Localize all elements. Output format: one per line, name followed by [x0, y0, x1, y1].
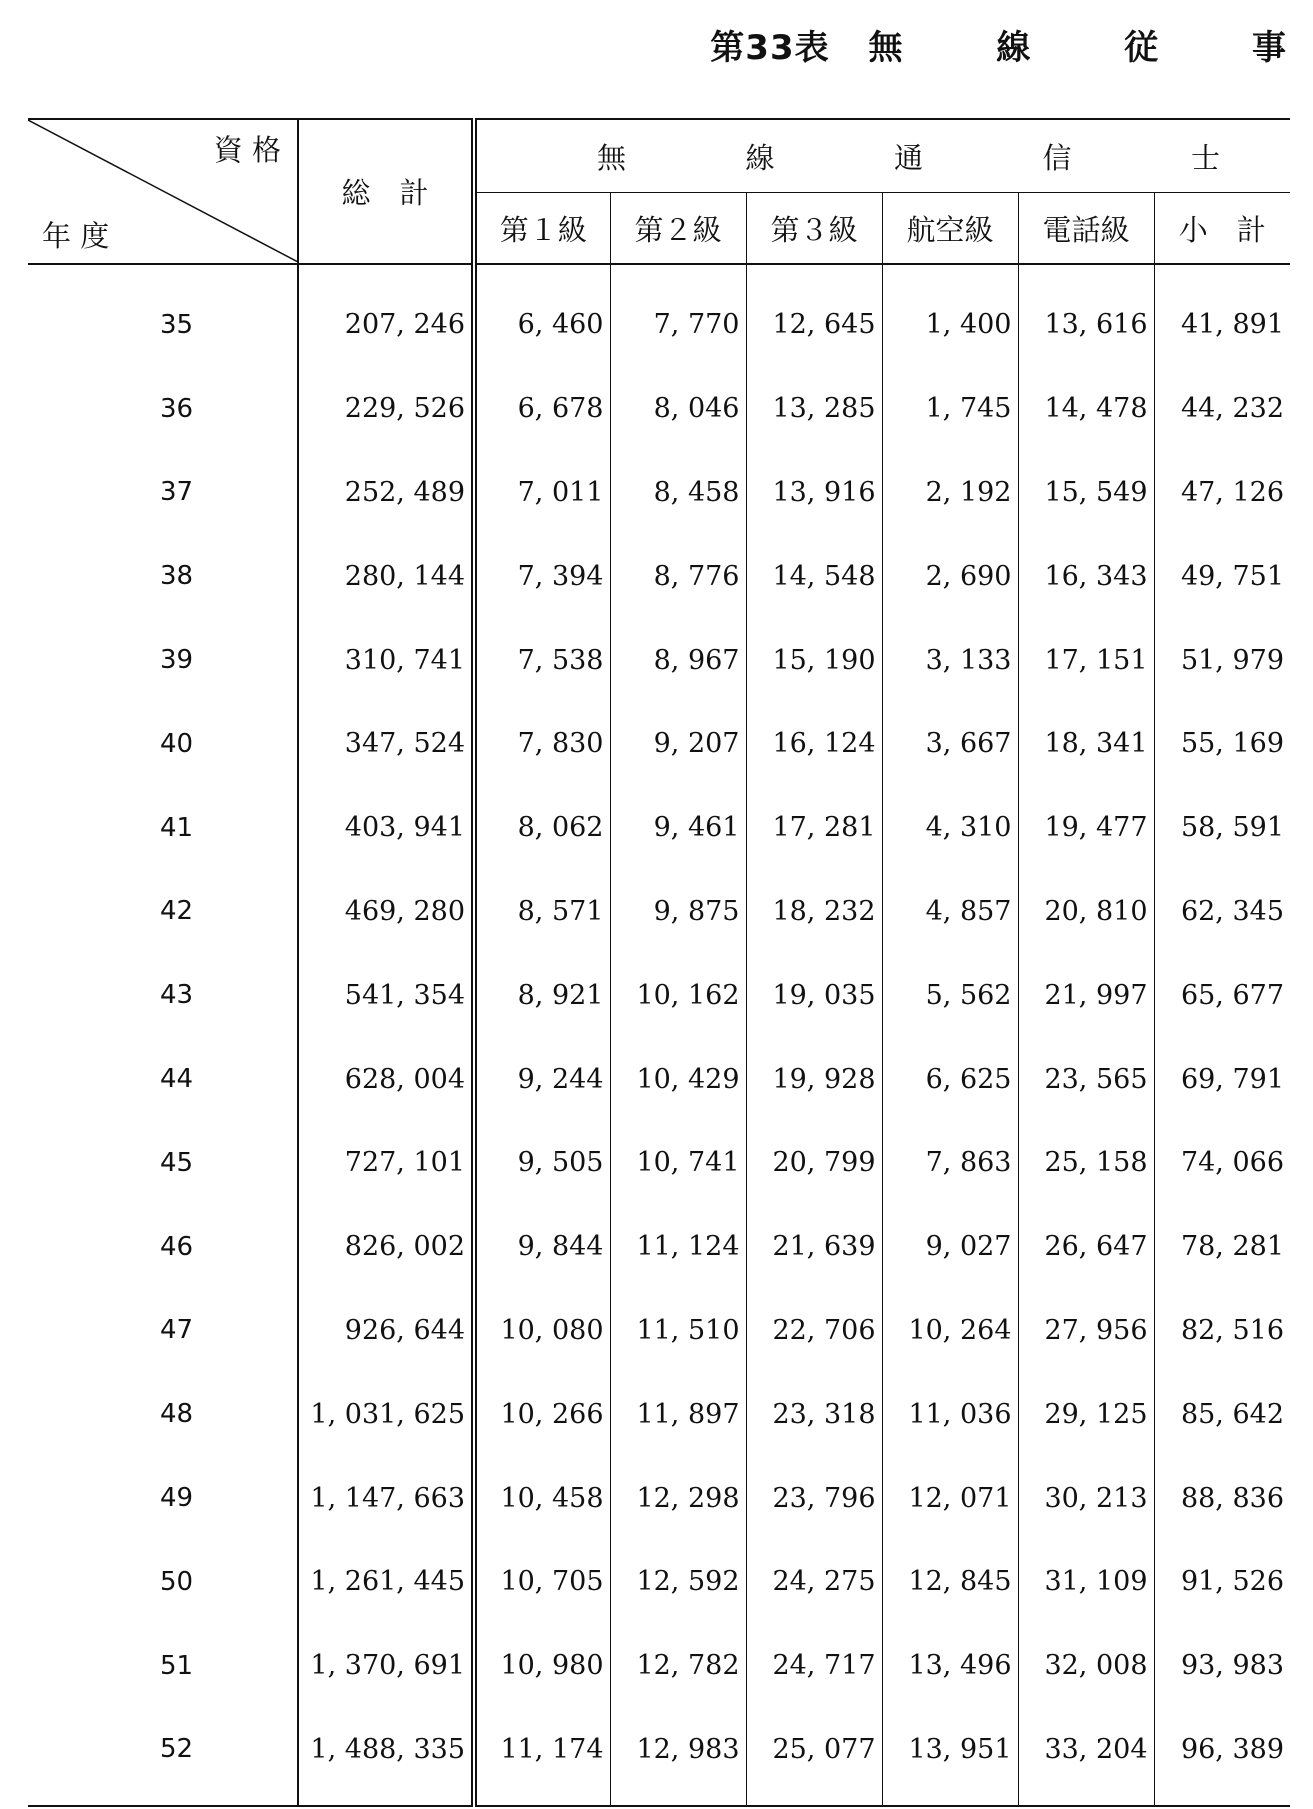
radio-operator-group-header — [474, 119, 1290, 193]
value-cell: 41, 891 — [1180, 309, 1285, 341]
group-label-char: 無 — [597, 140, 627, 175]
col-header-grade3: 第３級 — [746, 193, 882, 265]
value-cell: 25, 077 — [746, 1708, 882, 1807]
table-row — [28, 953, 1290, 1037]
table-title — [710, 20, 1287, 69]
col-header-grade1: 第１級 — [474, 193, 610, 265]
value-cell: 7, 538 — [474, 618, 610, 702]
year-cell: 47 — [28, 1289, 298, 1373]
table-row — [28, 702, 1290, 786]
year-cell: 45 — [28, 1121, 298, 1205]
group-label-char: 士 — [1191, 140, 1221, 175]
value-cell: 6, 460 — [474, 264, 610, 367]
value-cell: 10, 264 — [882, 1289, 1018, 1373]
value-cell: 14, 548 — [746, 534, 882, 618]
total-cell: 926, 644 — [298, 1289, 474, 1373]
value-cell: 7, 863 — [882, 1121, 1018, 1205]
year-cell: 38 — [28, 534, 298, 618]
total-cell: 229, 526 — [298, 367, 474, 451]
value-cell: 7, 770 — [610, 264, 746, 367]
total-header: 総 計 — [298, 119, 474, 264]
value-cell: 4, 857 — [882, 870, 1018, 954]
table-row — [28, 451, 1290, 535]
value-cell: 55, 169 — [1180, 728, 1285, 760]
value-cell: 12, 298 — [610, 1456, 746, 1540]
value-cell: 9, 505 — [474, 1121, 610, 1205]
value-cell: 12, 845 — [882, 1540, 1018, 1624]
table-row — [28, 1037, 1290, 1121]
year-cell: 48 — [28, 1372, 298, 1456]
value-cell: 10, 266 — [474, 1372, 610, 1456]
value-cell: 5, 562 — [882, 953, 1018, 1037]
total-cell: 1, 261, 445 — [298, 1540, 474, 1624]
col-header-telephone: 電話級 — [1018, 193, 1154, 265]
value-cell: 11, 174 — [474, 1708, 610, 1807]
value-cell: 20, 799 — [746, 1121, 882, 1205]
table-row — [28, 786, 1290, 870]
total-cell: 207, 246 — [298, 264, 474, 367]
value-cell: 2, 690 — [882, 534, 1018, 618]
year-cell: 43 — [28, 953, 298, 1037]
value-cell: 51, 979 — [1180, 644, 1285, 676]
group-label-char: 通 — [894, 140, 924, 175]
value-cell: 17, 151 — [1018, 618, 1154, 702]
value-cell: 6, 678 — [474, 367, 610, 451]
table-row — [28, 1289, 1290, 1373]
value-cell: 58, 591 — [1180, 812, 1285, 844]
table-row — [28, 870, 1290, 954]
value-cell: 69, 791 — [1180, 1063, 1285, 1095]
corner-header — [28, 119, 298, 264]
value-cell: 85, 642 — [1180, 1398, 1285, 1430]
value-cell: 6, 625 — [882, 1037, 1018, 1121]
value-cell: 12, 592 — [610, 1540, 746, 1624]
group-label-char: 信 — [1042, 140, 1072, 175]
table-row — [28, 1205, 1290, 1289]
table-row — [28, 1121, 1290, 1205]
value-cell: 26, 647 — [1018, 1205, 1154, 1289]
value-cell: 19, 928 — [746, 1037, 882, 1121]
value-cell: 91, 526 — [1180, 1566, 1285, 1598]
table-row — [28, 534, 1290, 618]
value-cell: 12, 782 — [610, 1624, 746, 1708]
value-cell: 8, 776 — [610, 534, 746, 618]
value-cell: 44, 232 — [1180, 393, 1285, 425]
value-cell: 10, 980 — [474, 1624, 610, 1708]
value-cell: 13, 951 — [882, 1708, 1018, 1807]
value-cell: 15, 190 — [746, 618, 882, 702]
value-cell: 8, 571 — [474, 870, 610, 954]
value-cell: 9, 027 — [882, 1205, 1018, 1289]
value-cell: 10, 741 — [610, 1121, 746, 1205]
year-cell: 37 — [28, 451, 298, 535]
value-cell: 9, 207 — [610, 702, 746, 786]
table-row — [28, 367, 1290, 451]
table-body — [28, 264, 1290, 1806]
total-cell: 1, 488, 335 — [298, 1708, 474, 1807]
value-cell: 4, 310 — [882, 786, 1018, 870]
value-cell: 20, 810 — [1018, 870, 1154, 954]
value-cell: 23, 565 — [1018, 1037, 1154, 1121]
year-cell: 41 — [28, 786, 298, 870]
total-cell: 252, 489 — [298, 451, 474, 535]
value-cell: 10, 429 — [610, 1037, 746, 1121]
year-cell: 52 — [28, 1708, 298, 1807]
total-cell: 541, 354 — [298, 953, 474, 1037]
table-row — [28, 264, 1290, 367]
value-cell: 13, 616 — [1018, 264, 1154, 367]
value-cell: 16, 124 — [746, 702, 882, 786]
total-cell: 347, 524 — [298, 702, 474, 786]
value-cell: 21, 639 — [746, 1205, 882, 1289]
value-cell: 8, 458 — [610, 451, 746, 535]
title-word: 無 — [868, 28, 904, 68]
value-cell: 93, 983 — [1180, 1650, 1285, 1682]
value-cell: 12, 645 — [746, 264, 882, 367]
value-cell: 1, 745 — [882, 367, 1018, 451]
value-cell: 2, 192 — [882, 451, 1018, 535]
value-cell: 1, 400 — [882, 264, 1018, 367]
year-cell: 42 — [28, 870, 298, 954]
year-cell: 46 — [28, 1205, 298, 1289]
title-word: 従 — [1124, 28, 1160, 68]
value-cell: 12, 983 — [610, 1708, 746, 1807]
value-cell: 96, 389 — [1154, 1708, 1290, 1807]
value-cell: 29, 125 — [1018, 1372, 1154, 1456]
year-cell: 51 — [28, 1624, 298, 1708]
value-cell: 9, 461 — [610, 786, 746, 870]
value-cell: 74, 066 — [1180, 1147, 1285, 1179]
value-cell: 49, 751 — [1180, 560, 1285, 592]
value-cell: 22, 706 — [746, 1289, 882, 1373]
value-cell: 8, 921 — [474, 953, 610, 1037]
value-cell: 8, 967 — [610, 618, 746, 702]
value-cell: 12, 071 — [882, 1456, 1018, 1540]
value-cell: 32, 008 — [1018, 1624, 1154, 1708]
table-row — [28, 1372, 1290, 1456]
value-cell: 8, 062 — [474, 786, 610, 870]
total-cell: 628, 004 — [298, 1037, 474, 1121]
value-cell: 7, 394 — [474, 534, 610, 618]
value-cell: 47, 126 — [1180, 476, 1285, 508]
table-row — [28, 618, 1290, 702]
value-cell: 8, 046 — [610, 367, 746, 451]
table-row — [28, 1540, 1290, 1624]
value-cell: 16, 343 — [1018, 534, 1154, 618]
qualification-label: 資 格 — [213, 133, 281, 167]
col-header-subtotal: 小 計 — [1154, 193, 1290, 265]
total-cell: 403, 941 — [298, 786, 474, 870]
value-cell: 33, 204 — [1018, 1708, 1154, 1807]
total-cell: 469, 280 — [298, 870, 474, 954]
value-cell: 3, 667 — [882, 702, 1018, 786]
value-cell: 3, 133 — [882, 618, 1018, 702]
year-cell: 40 — [28, 702, 298, 786]
table-row — [28, 1624, 1290, 1708]
fiscal-year-label: 年 度 — [42, 219, 110, 253]
table-row — [28, 1456, 1290, 1540]
value-cell: 65, 677 — [1180, 979, 1285, 1011]
value-cell: 25, 158 — [1018, 1121, 1154, 1205]
value-cell: 10, 705 — [474, 1540, 610, 1624]
col-header-grade2: 第２級 — [610, 193, 746, 265]
value-cell: 10, 080 — [474, 1289, 610, 1373]
value-cell: 19, 035 — [746, 953, 882, 1037]
year-cell: 49 — [28, 1456, 298, 1540]
value-cell: 88, 836 — [1180, 1482, 1285, 1514]
value-cell: 18, 232 — [746, 870, 882, 954]
year-cell: 50 — [28, 1540, 298, 1624]
value-cell: 30, 213 — [1018, 1456, 1154, 1540]
total-cell: 1, 370, 691 — [298, 1624, 474, 1708]
value-cell: 7, 830 — [474, 702, 610, 786]
value-cell: 7, 011 — [474, 451, 610, 535]
total-cell: 1, 147, 663 — [298, 1456, 474, 1540]
table-row — [28, 1708, 1290, 1807]
value-cell: 11, 036 — [882, 1372, 1018, 1456]
group-label-char: 線 — [745, 140, 775, 175]
total-cell: 310, 741 — [298, 618, 474, 702]
year-cell: 39 — [28, 618, 298, 702]
value-cell: 24, 717 — [746, 1624, 882, 1708]
value-cell: 82, 516 — [1180, 1314, 1285, 1346]
value-cell: 10, 458 — [474, 1456, 610, 1540]
value-cell: 17, 281 — [746, 786, 882, 870]
value-cell: 18, 341 — [1018, 702, 1154, 786]
value-cell: 13, 285 — [746, 367, 882, 451]
value-cell: 23, 796 — [746, 1456, 882, 1540]
value-cell: 15, 549 — [1018, 451, 1154, 535]
value-cell: 31, 109 — [1018, 1540, 1154, 1624]
col-header-aviation: 航空級 — [882, 193, 1018, 265]
value-cell: 11, 510 — [610, 1289, 746, 1373]
value-cell: 27, 956 — [1018, 1289, 1154, 1373]
value-cell: 13, 916 — [746, 451, 882, 535]
value-cell: 9, 244 — [474, 1037, 610, 1121]
value-cell: 19, 477 — [1018, 786, 1154, 870]
value-cell: 9, 875 — [610, 870, 746, 954]
radio-operator-table — [28, 118, 1290, 1807]
value-cell: 62, 345 — [1180, 895, 1285, 927]
total-cell: 727, 101 — [298, 1121, 474, 1205]
value-cell: 11, 124 — [610, 1205, 746, 1289]
total-cell: 1, 031, 625 — [298, 1372, 474, 1456]
value-cell: 14, 478 — [1018, 367, 1154, 451]
value-cell: 13, 496 — [882, 1624, 1018, 1708]
value-cell: 78, 281 — [1180, 1231, 1285, 1263]
year-cell: 36 — [28, 367, 298, 451]
title-word: 事 — [1252, 28, 1287, 68]
value-cell: 21, 997 — [1018, 953, 1154, 1037]
value-cell: 11, 897 — [610, 1372, 746, 1456]
year-cell: 35 — [28, 264, 298, 367]
value-cell: 9, 844 — [474, 1205, 610, 1289]
table-number: 第33表 — [710, 28, 830, 68]
total-cell: 280, 144 — [298, 534, 474, 618]
value-cell: 24, 275 — [746, 1540, 882, 1624]
value-cell: 23, 318 — [746, 1372, 882, 1456]
year-cell: 44 — [28, 1037, 298, 1121]
total-cell: 826, 002 — [298, 1205, 474, 1289]
value-cell: 10, 162 — [610, 953, 746, 1037]
title-word: 線 — [996, 28, 1032, 68]
